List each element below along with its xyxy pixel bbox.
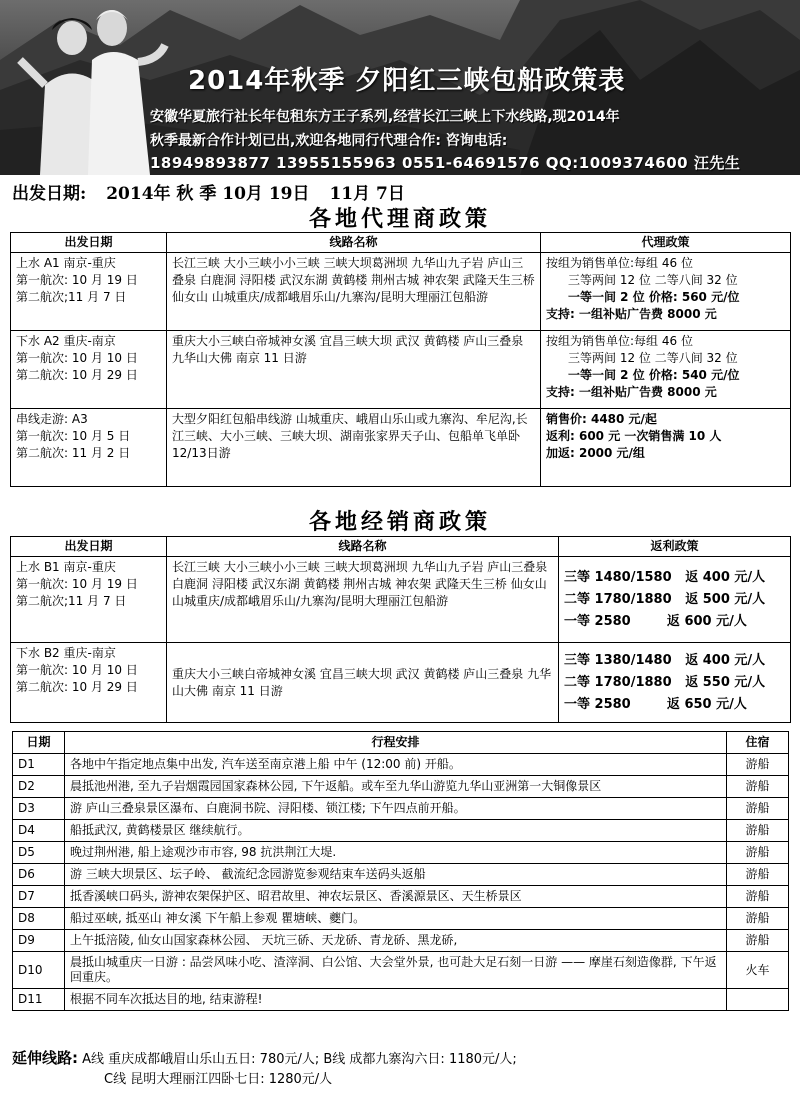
dealer-b1-route: 长江三峡 大小三峡小小三峡 三峡大坝葛洲坝 九华山九子岩 庐山三叠泉 白鹿洞 浔阳楼 武汉东湖 黄鹤楼 荆州古城 神农架 武隆天生三桥 仙女山 山城重庆/成都峨眉乐山/九寨沟/昆明大理丽江包船游: [167, 557, 559, 643]
departure-label: 出发日期:: [12, 184, 87, 204]
itinerary-row: D9 上午抵涪陵, 仙女山国家森林公园、 天坑三硚、天龙硚、青龙硚、黑龙硚, 游船: [13, 930, 789, 952]
itinerary-table: [12, 731, 789, 1011]
departure-dates: [12, 179, 419, 204]
dealer-row-b1: [11, 557, 791, 643]
woman-face: [57, 21, 87, 55]
agent-a1-date: 上水 A1 南京-重庆 第一航次: 10 月 19 日 第二航次;11 月 7 日: [11, 253, 167, 331]
dealer-policy-title: 各地经销商政策: [308, 509, 491, 535]
dealer-b2-policy: 三等 1380/1480 返 400 元/人 二等 1780/1880 返 550 元/人 一等 2580 返 650 元/人: [559, 643, 791, 723]
dealer-col-date: 出发日期: [11, 537, 167, 557]
banner-intro-line1: 安徽华夏旅行社长年包租东方王子系列,经营长江三峡上下水线路,现2014年: [150, 109, 620, 125]
itinerary-row: D6 游 三峡大坝景区、坛子岭、 截流纪念园游览参观结束车送码头返船 游船: [13, 864, 789, 886]
header-banner: [0, 0, 800, 175]
agent-a2-date: 下水 A2 重庆-南京 第一航次: 10 月 10 日 第二航次: 10 月 29 日: [11, 331, 167, 409]
extension-label: 延伸线路:: [12, 1049, 78, 1067]
agent-col-route: 线路名称: [167, 233, 541, 253]
extension-routes-ab: A线 重庆成都峨眉山乐山五日: 780元/人; B线 成都九寨沟六日: 1180元/人;: [82, 1052, 517, 1067]
dealer-b2-route: 重庆大小三峡白帝城神女溪 宜昌三峡大坝 武汉 黄鹤楼 庐山三叠泉 九华山大佛 南京 11 日游: [167, 643, 559, 723]
itinerary-header-row: [13, 732, 789, 754]
agent-row-a1: [11, 253, 791, 331]
agent-header-row: [11, 233, 791, 253]
agent-a3-date: 串线走游: A3 第一航次: 10 月 5 日 第二航次: 11 月 2 日: [11, 409, 167, 487]
itinerary-col-plan: 行程安排: [65, 732, 727, 754]
itinerary-row: D1 各地中午指定地点集中出发, 汽车送至南京港上船 中午 (12:00 前) 开船。 游船: [13, 754, 789, 776]
itinerary-row: D3 游 庐山三叠泉景区瀑布、白鹿洞书院、浔阳楼、锁江楼; 下午四点前开船。 游船: [13, 798, 789, 820]
banner-title: 2014年秋季 夕阳红三峡包船政策表: [188, 66, 626, 96]
itinerary-col-stay: 住宿: [727, 732, 789, 754]
departure-date-2: 11月 7日: [329, 184, 405, 204]
dealer-col-policy: 返利政策: [559, 537, 791, 557]
banner-intro-line2: 秋季最新合作计划已出,欢迎各地同行代理合作: 咨询电话:: [150, 133, 508, 149]
dealer-b1-policy: 三等 1480/1580 返 400 元/人 二等 1780/1880 返 500 元/人 一等 2580 返 600 元/人: [559, 557, 791, 643]
agent-col-date: 出发日期: [11, 233, 167, 253]
itinerary-row: D7 抵香溪峡口码头, 游神农架保护区、昭君故里、神农坛景区、香溪源景区、天生桥景区 游船: [13, 886, 789, 908]
agent-row-a2: [11, 331, 791, 409]
departure-date-1: 2014年 秋 季 10月 19日: [106, 184, 310, 204]
banner-contact-line: 18949893877 13955155963 0551-64691576 QQ:1009374600 汪先生: [150, 154, 741, 172]
agent-a1-route: 长江三峡 大小三峡小小三峡 三峡大坝葛洲坝 九华山九子岩 庐山三叠泉 白鹿洞 浔阳楼 武汉东湖 黄鹤楼 荆州古城 神农架 武隆天生三桥 仙女山 山城重庆/成都峨眉乐山/九寨沟/昆明大理丽江包船游: [167, 253, 541, 331]
agent-a3-policy: 销售价: 4480 元/起 返利: 600 元 一次销售满 10 人 加返: 2000 元/组: [541, 409, 791, 487]
agent-policy-table: [10, 232, 791, 487]
agent-policy-title: 各地代理商政策: [308, 206, 491, 232]
dealer-row-b2: [11, 643, 791, 723]
extension-line-1: [12, 1047, 517, 1068]
itinerary-row: D10 晨抵山城重庆一日游 : 品尝风味小吃、渣滓洞、白公馆、大会堂外景, 也可赴大足石刻一日游 —— 摩崖石刻造像群, 下午返回重庆。 火车: [13, 952, 789, 989]
dealer-header-row: [11, 537, 791, 557]
agent-a2-route: 重庆大小三峡白帝城神女溪 宜昌三峡大坝 武汉 黄鹤楼 庐山三叠泉 九华山大佛 南京 11 日游: [167, 331, 541, 409]
dealer-b1-date: 上水 B1 南京-重庆 第一航次: 10 月 19 日 第二航次;11 月 7 日: [11, 557, 167, 643]
agent-col-policy: 代理政策: [541, 233, 791, 253]
itinerary-col-day: 日期: [13, 732, 65, 754]
itinerary-row: D4 船抵武汉, 黄鹤楼景区 继续航行。 游船: [13, 820, 789, 842]
itinerary-row: D2 晨抵池州港, 至九子岩烟霞园国家森林公园, 下午返船。或车至九华山游览九华山亚洲第一大铜像景区 游船: [13, 776, 789, 798]
extension-line-2: C线 昆明大理丽江四卧七日: 1280元/人: [104, 1072, 333, 1087]
dealer-policy-table: [10, 536, 791, 723]
dealer-col-route: 线路名称: [167, 537, 559, 557]
agent-row-a3: [11, 409, 791, 487]
itinerary-row: D8 船过巫峡, 抵巫山 神女溪 下午船上参观 瞿塘峡、夔门。 游船: [13, 908, 789, 930]
itinerary-row: D5 晚过荆州港, 船上途观沙市市容, 98 抗洪荆江大堤. 游船: [13, 842, 789, 864]
itinerary-row: D11 根据不同车次抵达目的地, 结束游程!: [13, 989, 789, 1011]
agent-a2-policy: 按组为销售单位:每组 46 位 三等两间 12 位 二等八间 32 位 一等一间 2 位 价格: 540 元/位 支持: 一组补贴广告费 8000 元: [541, 331, 791, 409]
agent-a1-policy: 按组为销售单位:每组 46 位 三等两间 12 位 二等八间 32 位 一等一间 2 位 价格: 560 元/位 支持: 一组补贴广告费 8000 元: [541, 253, 791, 331]
agent-a3-route: 大型夕阳红包船串线游 山城重庆、峨眉山乐山或九寨沟、牟尼沟,长江三峡、大小三峡、三峡大坝、湖南张家界天子山、包船单飞单卧 12/13日游: [167, 409, 541, 487]
dealer-b2-date: 下水 B2 重庆-南京 第一航次: 10 月 10 日 第二航次: 10 月 29 日: [11, 643, 167, 723]
